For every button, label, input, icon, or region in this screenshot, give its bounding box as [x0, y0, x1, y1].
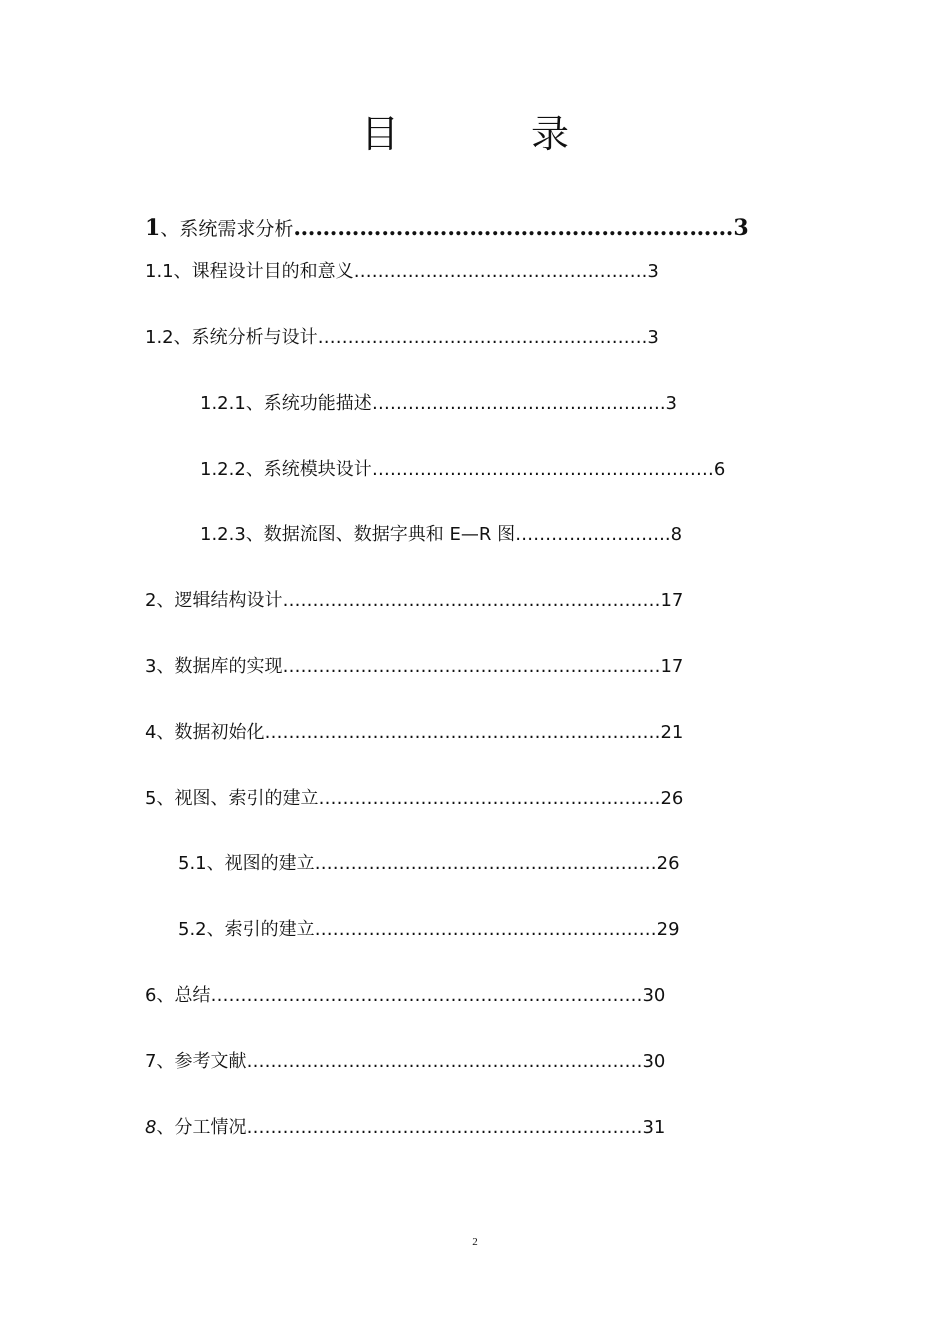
page-title: 目 录 [360, 112, 630, 156]
toc-entry-number: 1 [145, 215, 161, 241]
toc-entry-page: 3 [647, 261, 659, 282]
toc-entry-number: 2 [145, 590, 157, 611]
toc-entry-title: 、系统功能描述 [245, 393, 372, 414]
toc-entry-title: 、视图的建立 [206, 853, 315, 874]
toc-entry[interactable] [200, 458, 725, 482]
toc-entry-page: 31 [642, 1117, 666, 1138]
toc-entry-page: 3 [665, 393, 677, 414]
toc-entry-number: 1.2.3 [200, 524, 246, 545]
toc-entry[interactable] [145, 260, 659, 284]
toc-entry-page: 8 [670, 524, 683, 545]
toc-entry-title: 、系统分析与设计 [173, 327, 318, 348]
toc-entry-leader: ……………………………………………………… [282, 656, 661, 677]
toc-entry-leader: …………………………………………………… [293, 215, 734, 241]
toc-entry-leader: ………………………………………………… [371, 459, 714, 480]
toc-entry[interactable] [145, 589, 683, 613]
toc-entry-number: 1.2.1 [200, 393, 246, 414]
toc-entry-title: 、参考文献 [156, 1051, 247, 1072]
toc-entry-page: 3 [733, 215, 749, 241]
toc-entry-title: 、分工情况 [156, 1117, 247, 1138]
toc-entry-title: 、数据库的实现 [156, 656, 283, 677]
toc-entry-title: 、索引的建立 [206, 919, 315, 940]
toc-entry-leader: ……………………………………………………………… [210, 985, 643, 1006]
toc-entry-number: 5.2 [178, 919, 207, 940]
toc-entry[interactable] [145, 984, 665, 1008]
toc-entry[interactable] [178, 852, 680, 876]
toc-entry[interactable] [145, 216, 749, 241]
toc-entry-number: 6 [145, 985, 157, 1006]
toc-entry[interactable] [145, 326, 659, 350]
toc-entry-number: 7 [145, 1051, 157, 1072]
toc-entry-page: 17 [660, 656, 684, 677]
toc-entry-title: 、总结 [156, 985, 211, 1006]
toc-entry[interactable] [145, 787, 683, 811]
toc-entry[interactable] [200, 523, 682, 547]
toc-entry-title: 、数据初始化 [156, 722, 265, 743]
toc-entry-page: 26 [660, 788, 684, 809]
toc-entry-leader: …………………….. [515, 524, 671, 545]
toc-entry-title: 、逻辑结构设计 [156, 590, 283, 611]
toc-entry[interactable] [145, 1050, 665, 1074]
toc-entry[interactable] [145, 655, 683, 679]
toc-entry-title: 、系统需求分析 [160, 218, 294, 240]
page-number: 2 [472, 1236, 478, 1248]
toc-entry-number: 4 [145, 722, 157, 743]
toc-entry-page: 21 [660, 722, 684, 743]
toc-entry[interactable] [145, 721, 683, 745]
toc-entry-leader: …………………………………………. [353, 261, 648, 282]
toc-entry-leader: ………………………………………………… [318, 788, 661, 809]
toc-entry[interactable] [145, 1116, 665, 1140]
toc-entry-title: 、数据流图、数据字典和 E—R 图 [245, 524, 516, 545]
toc-entry-page: 3 [647, 327, 659, 348]
toc-entry-leader: ………………………………………………………… [246, 1117, 643, 1138]
toc-entry-page: 29 [656, 919, 680, 940]
toc-entry[interactable] [200, 392, 677, 416]
toc-entry-number: 5.1 [178, 853, 207, 874]
toc-entry-page: 26 [656, 853, 680, 874]
toc-entry-number: 5 [145, 788, 157, 809]
toc-entry-leader: ……………………………………………………… [282, 590, 661, 611]
toc-entry-page: 30 [642, 985, 666, 1006]
toc-entry-page: 17 [660, 590, 684, 611]
toc-entry-page: 30 [642, 1051, 666, 1072]
toc-entry-page: 6 [713, 459, 726, 480]
toc-entry-number: 1.1 [145, 261, 174, 282]
toc-entry-leader: ………………………………………………………… [264, 722, 661, 743]
toc-entry-leader: …………………………………………. [371, 393, 666, 414]
toc-entry-number: 8 [145, 1117, 157, 1138]
toc-entry-leader: ………………………………………………. [317, 327, 648, 348]
toc-entry-leader: ………………………………………………… [314, 853, 657, 874]
toc-entry[interactable] [178, 918, 680, 942]
toc-entry-title: 、视图、索引的建立 [156, 788, 319, 809]
toc-entry-number: 1.2 [145, 327, 174, 348]
toc-entry-leader: ………………………………………………………… [246, 1051, 643, 1072]
toc-entry-number: 1.2.2 [200, 459, 246, 480]
toc-entry-leader: ………………………………………………… [314, 919, 657, 940]
toc-entry-title: 、课程设计目的和意义 [173, 261, 354, 282]
toc-entry-title: 、系统模块设计 [245, 459, 372, 480]
toc-entry-number: 3 [145, 656, 157, 677]
